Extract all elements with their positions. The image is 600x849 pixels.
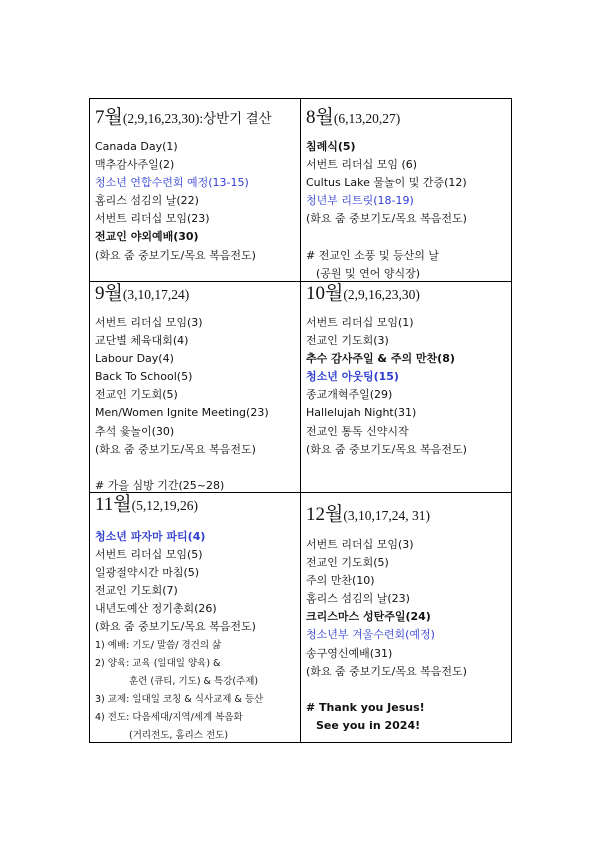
month-sundays: (2,9,16,23,30):상반기 결산 [122,111,272,126]
event-item: 서번트 리더십 모임(3) [306,538,414,551]
month-name: 8월 [306,107,334,128]
note-item-continued: See you in 2024! [316,718,421,732]
event-item: 전교인 기도회(5) [306,556,389,570]
event-item: 침례식(5) [306,140,356,153]
calendar-cell-october [301,282,512,493]
calendar-cell-december [301,493,512,743]
event-item: (화요 줌 중보기도/목요 복음전도) [95,620,256,634]
note-item: # 가을 심방 기간(25~28) [95,478,225,492]
month-name: 12월 [306,504,344,525]
event-item: 주의 만찬(10) [306,574,375,588]
event-item: (화요 줌 중보기도/목요 복음전도) [306,664,467,678]
event-item: 청소년 연합수련회 예정(13-15) [95,176,249,190]
event-item: 전교인 통독 신약시작 [306,424,409,438]
event-item: 서번트 리더십 모임(23) [95,212,210,226]
event-item: (화요 줌 중보기도/목요 복음전도) [95,248,256,262]
event-item: 맥추감사주일(2) [95,158,175,172]
calendar-table [89,98,512,743]
event-item: 청소년부 겨울수련회(예정) [306,628,435,642]
month-sundays: (3,10,17,24, 31) [343,508,430,523]
event-list [95,528,296,745]
event-item: 크리스마스 성탄주일(24) [306,610,431,624]
event-item: 교단별 체육대회(4) [95,334,189,348]
calendar-cell-november [90,493,301,743]
month-sundays: (5,12,19,26) [131,498,199,513]
month-title [95,493,296,517]
event-item: 송구영신예배(31) [306,646,393,660]
event-item: 전교인 기도회(5) [95,388,178,402]
event-item: 청소년 파자마 파티(4) [95,530,206,543]
event-item: 서번트 리더십 모임(5) [95,548,203,562]
month-name: 9월 [95,283,123,304]
event-list [306,138,507,283]
event-item: Canada Day(1) [95,140,178,153]
event-item: 청년부 리트릿(18-19) [306,194,414,208]
event-list [95,138,296,265]
event-item: Cultus Lake 물놀이 및 간증(12) [306,176,467,190]
event-item: 종교개혁주일(29) [306,388,393,402]
event-item: 서번트 리더십 모임(1) [306,316,414,329]
event-list [95,314,296,495]
event-item: 전교인 기도회(3) [306,334,389,348]
event-item: (화요 줌 중보기도/목요 복음전도) [95,442,256,456]
ministry-detail: 3) 교제: 일대일 코칭 & 식사교제 & 등산 [95,693,264,705]
month-name: 10월 [306,283,344,304]
note-item-continued: (공원 및 연어 양식장) [316,266,421,280]
event-item: 추석 윷놀이(30) [95,424,175,438]
event-item: 청소년 아웃팅(15) [306,370,399,384]
month-title [306,106,507,130]
month-sundays: (6,13,20,27) [333,111,401,126]
month-title [95,282,296,306]
event-item: Back To School(5) [95,370,193,384]
ministry-detail: 1) 예배: 기도/ 말씀/ 경건의 삶 [95,639,222,651]
note-item: # 전교인 소풍 및 등산의 날 [306,248,439,262]
month-name: 7월 [95,107,123,128]
calendar-cell-august [301,99,512,282]
month-title [306,282,507,306]
event-item: Labour Day(4) [95,352,174,366]
month-sundays: (2,9,16,23,30) [343,287,420,302]
month-name: 11월 [95,494,132,515]
calendar-cell-september [90,282,301,493]
event-list [306,314,507,459]
month-title [95,106,296,130]
event-item: 서번트 리더십 모임(3) [95,316,203,329]
event-item: 홈리스 섬김의 날(22) [95,194,199,208]
note-item: # Thank you Jesus! [306,700,425,714]
event-list [306,536,507,735]
event-item: Hallelujah Night(31) [306,406,417,420]
event-item: Men/Women Ignite Meeting(23) [95,406,269,420]
ministry-detail-continued: (거리전도, 홈리스 전도) [129,730,229,742]
event-item: 서번트 리더십 모임 (6) [306,158,418,172]
ministry-detail: 2) 양육: 교육 (일대일 양육) & [95,657,221,669]
ministry-detail-continued: 훈련 (큐티, 기도) & 특강(주제) [129,675,259,687]
event-item: 홈리스 섬김의 날(23) [306,592,410,606]
ministry-detail: 4) 전도: 다음세대/지역/세계 복음화 [95,711,243,723]
event-item: 일광절약시간 마침(5) [95,566,200,580]
month-title [306,503,507,527]
event-item: 내년도예산 정기총회(26) [95,602,217,616]
calendar-cell-july [90,99,301,282]
event-item: 전교인 기도회(7) [95,584,178,598]
event-item: 추수 감사주일 & 주의 만찬(8) [306,352,455,366]
event-item: 전교인 야외예배(30) [95,230,199,244]
month-sundays: (3,10,17,24) [122,287,190,302]
event-item: (화요 줌 중보기도/목요 복음전도) [306,442,467,456]
event-item: (화요 줌 중보기도/목요 복음전도) [306,212,467,226]
